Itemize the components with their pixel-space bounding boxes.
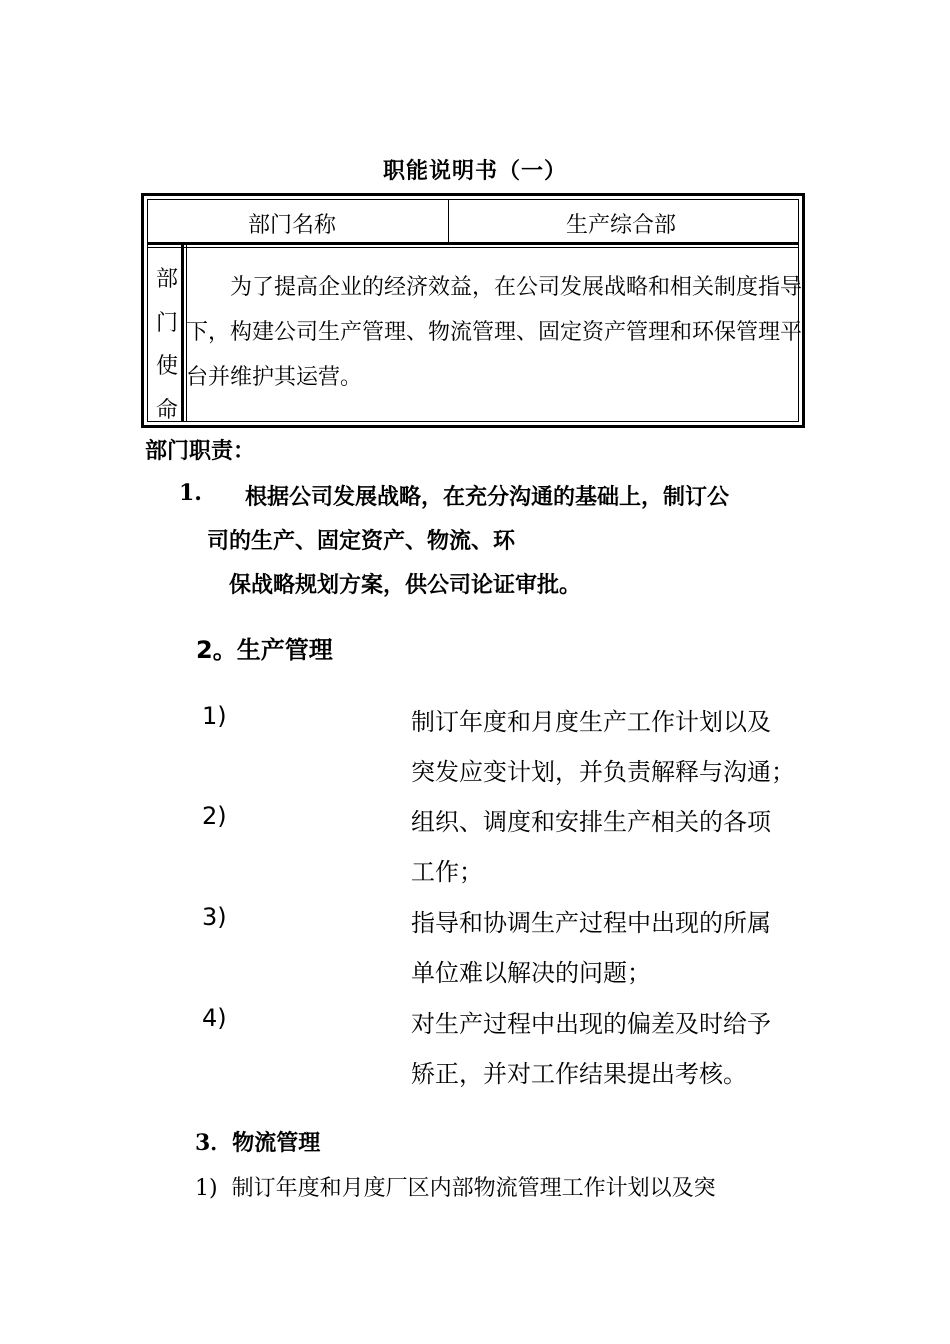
- mission-label-char: 命: [156, 397, 179, 423]
- row-divider-thin: [148, 247, 798, 248]
- column-divider: [448, 200, 449, 243]
- section2-item-line: 对生产过程中出现的偏差及时给予: [411, 1010, 771, 1038]
- section2-item-number: 2): [202, 802, 227, 830]
- section2-item-line: 组织、调度和安排生产相关的各项: [411, 808, 771, 836]
- section2-item-line: 矫正，并对工作结果提出考核。: [411, 1060, 747, 1088]
- mission-label: [156, 258, 178, 432]
- dept-name-label: 部门名称: [248, 213, 337, 238]
- item1-number: 1.: [179, 480, 202, 506]
- item1-line2: 司的生产、固定资产、物流、环: [207, 529, 516, 554]
- section3-item1: 1) 制订年度和月度厂区内部物流管理工作计划以及突: [195, 1176, 716, 1201]
- section2-item-line: 单位难以解决的问题；: [411, 959, 651, 987]
- section2-heading: 2。生产管理: [196, 636, 333, 664]
- section2-item-number: 3): [202, 903, 227, 931]
- row-divider: [148, 242, 798, 245]
- section2-item-number: 4): [202, 1004, 227, 1032]
- section2-item-line: 制订年度和月度生产工作计划以及: [411, 708, 771, 736]
- item1-line3: 保战略规划方案，供公司论证审批。: [229, 573, 582, 598]
- mission-label-char: 使: [156, 354, 179, 379]
- section3-heading: 3．物流管理: [195, 1130, 321, 1156]
- dept-name-value: 生产综合部: [566, 213, 677, 238]
- item1-line1: 根据公司发展战略，在充分沟通的基础上，制订公: [245, 485, 730, 510]
- mission-label-char: 部: [156, 267, 179, 292]
- section2-item-line: 工作；: [411, 858, 483, 886]
- section2-item-line: 突发应变计划，并负责解释与沟通；: [411, 758, 795, 786]
- section2-item-number: 1): [202, 702, 227, 730]
- mission-label-divider: [181, 245, 184, 421]
- document-title: 职能说明书（一）: [382, 159, 567, 184]
- section2-item-line: 指导和协调生产过程中出现的所属: [411, 909, 771, 937]
- mission-label-char: 门: [156, 310, 179, 336]
- duties-heading: 部门职责：: [145, 439, 256, 464]
- mission-text: 为了提高企业的经济效益，在公司发展战略和相关制度指导下，构建公司生产管理、物流管理、固定资产管理和环保管理平台并维护其运营。: [186, 275, 803, 390]
